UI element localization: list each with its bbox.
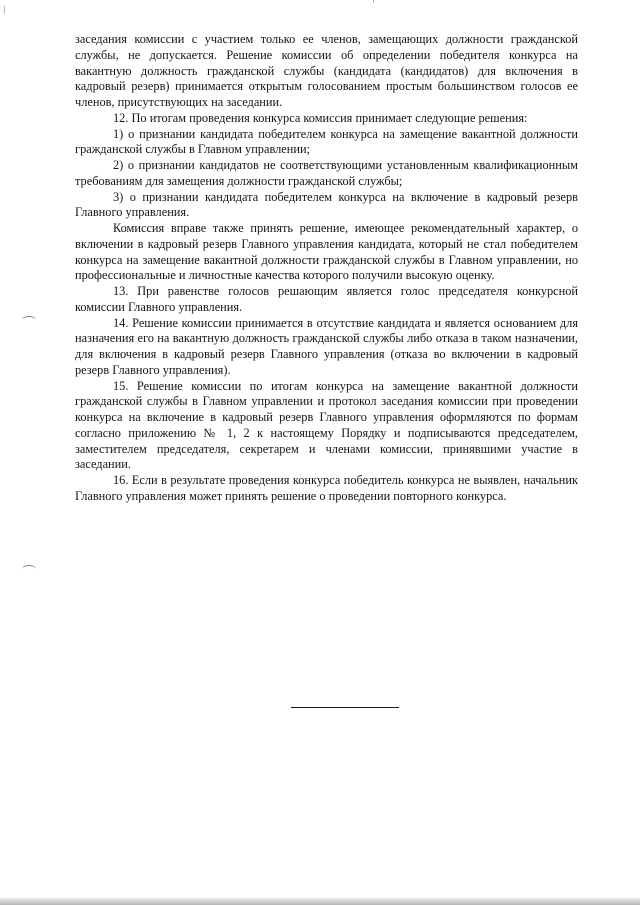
- paragraph-item-12: 12. По итогам проведения конкурса комиссия принимает следующие решения:: [113, 110, 528, 125]
- hole-punch-mark-upper: [22, 316, 36, 324]
- paragraph-subitem-3: 3) о признании кандидата победителем конкурса на включение в кадровый резерв Главного управления.: [75, 189, 578, 220]
- paragraph-item-16: 16. Если в результате проведения конкурса победитель конкурса не выявлен, начальник Главного управления может принять решение о проведении повторного конкурса.: [75, 473, 578, 503]
- scan-artifact-corner: [4, 6, 5, 14]
- paragraph-item-14: 14. Решение комиссии принимается в отсутствие кандидата и является основанием для назначения его на вакантную должность гражданской службы либо отказа в таком назначении, для включения в кадровый резерв Главного управления (отказа во включении в кадровый резерв Главного управления).: [75, 315, 578, 377]
- paragraph-item-13: 13. При равенстве голосов решающим является голос председателя конкурсной комиссии Главного управления.: [75, 284, 578, 314]
- paragraph-continuation: заседания комиссии с участием только ее членов, замещающих должности гражданской службы, не допускается. Решение комиссии об определении победителя конкурса на вакантную должность гражданской службы (кандидата (кандидатов) для включения в кадровый резерв) принимается открытым голосованием простым большинством голосов ее членов, присутствующих на заседании.: [75, 32, 578, 109]
- hole-punch-mark-lower: [22, 565, 36, 573]
- scan-artifact-top: [373, 0, 374, 3]
- paragraph-subitem-1: 1) о признании кандидата победителем конкурса на замещение вакантной должности гражданской службы в Главном управлении;: [75, 126, 578, 157]
- scan-edge-shadow: [0, 897, 640, 905]
- paragraph-subitem-2: 2) о признании кандидатов не соответствующими установленным квалификационным требованиям для замещения должности гражданской службы;: [75, 158, 578, 188]
- end-separator-line: [291, 707, 399, 708]
- paragraph-recommendation: Комиссия вправе также принять решение, имеющее рекомендательный характер, о включении в кадровый резерв Главного управления кандидата, который не стал победителем конкурса на замещение вакантной должности гражданской службы в Главном управлении, но профессиональные и личностные качества которого получили высокую оценку.: [75, 221, 578, 283]
- paragraph-item-15: 15. Решение комиссии по итогам конкурса на замещение вакантной должности гражданской службы в Главном управлении и протокол заседания комиссии при проведении конкурса на включение в кадровый резерв Главного управления оформляются по формам согласно приложению № 1, 2 к настоящему Порядку и подписываются председателем, заместителем председателя, секретарем и членами комиссии, принявшими участие в заседании.: [75, 378, 578, 472]
- document-body: [75, 32, 578, 505]
